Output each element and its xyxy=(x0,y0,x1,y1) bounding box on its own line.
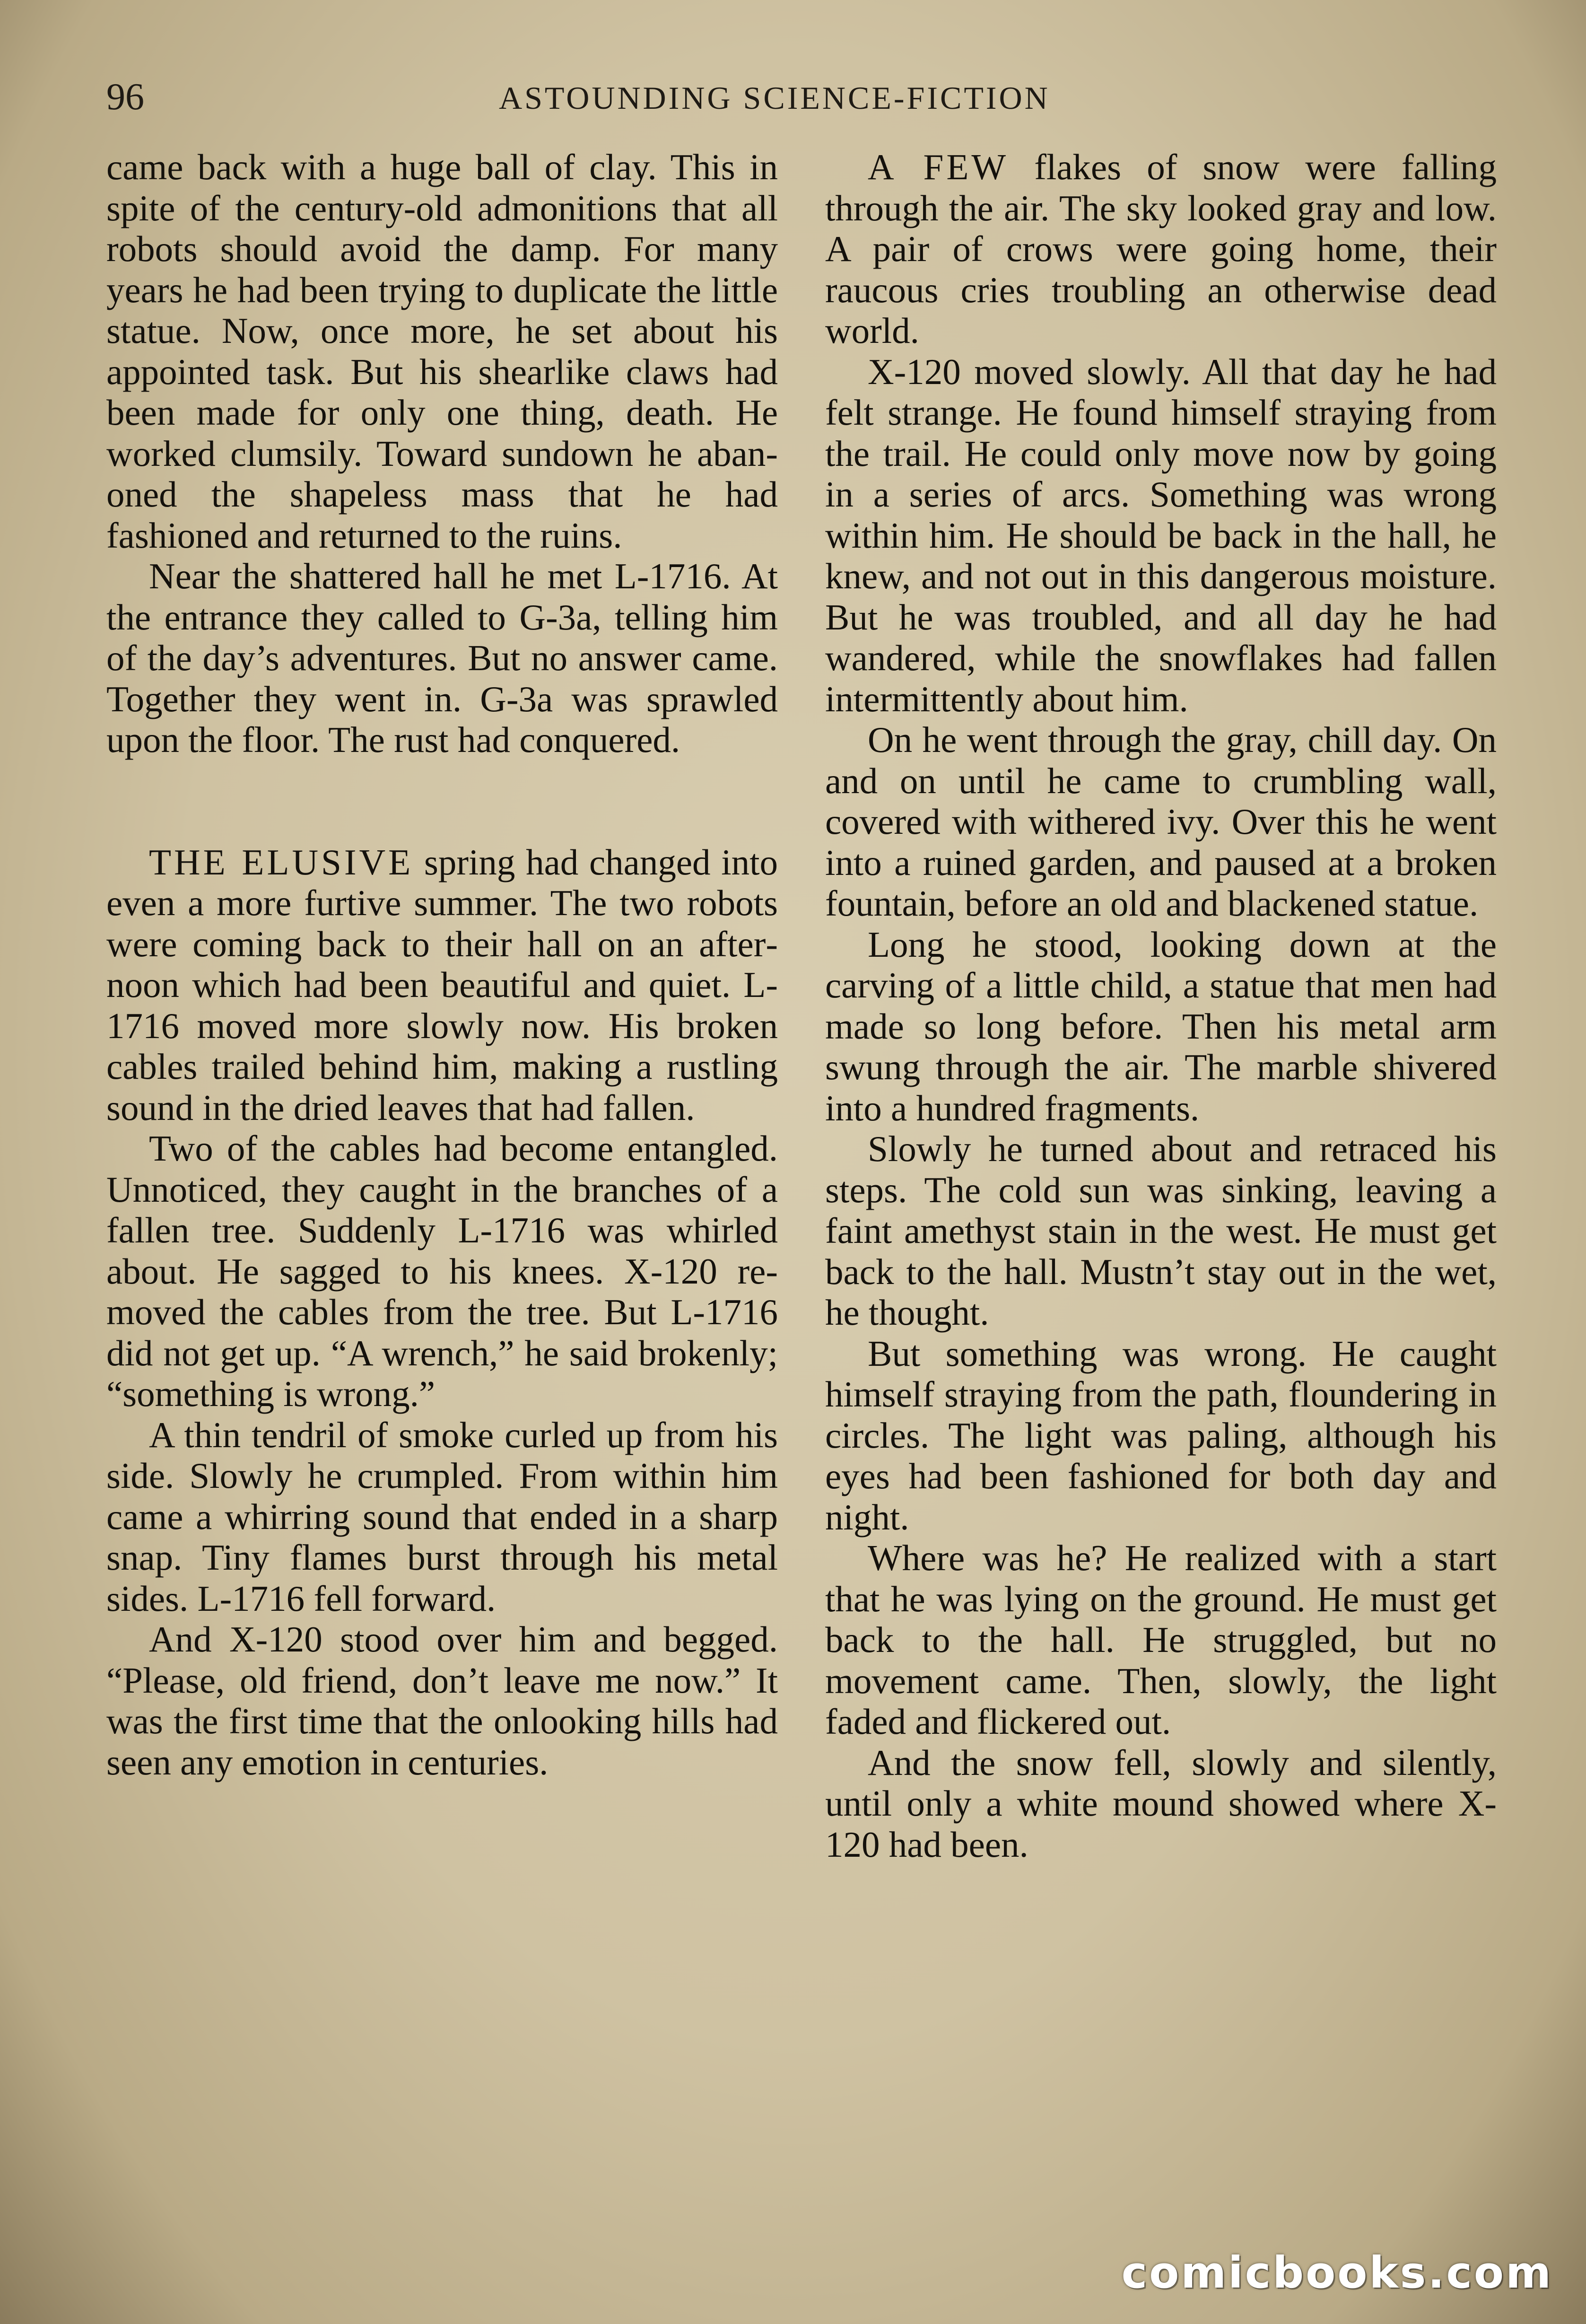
right-column xyxy=(825,147,1497,1865)
running-title: ASTOUNDING SCIENCE-FICTION xyxy=(499,80,1050,116)
section-opening-paragraph xyxy=(106,842,778,1128)
paragraph: Slowly he turned about and retraced his steps. The cold sun was sinking, leaving a faint amethyst stain in the west. He must get back to the hall. Mustn’t stay out in the wet, he thought. xyxy=(825,1128,1497,1333)
page-header xyxy=(106,71,1501,123)
paragraph: Two of the cables had become entangled. Unnoticed, they caught in the branches of a fallen tree. Suddenly L-1716 was whirled about. He sagged to his knees. X-120 removed the cables from the tree. But L-1716 did not get up. “A wrench,” he said brokenly; “something is wrong.” xyxy=(106,1128,778,1414)
paragraph: came back with a huge ball of clay. This in spite of the century-old admonitions that all robots should avoid the damp. For many years he had been trying to duplicate the little statue. Now, once more, he set about his appointed task. But his shearlike claws had been made for only one thing, death. He worked clumsily. Toward sundown he abanoned the shapeless mass that he had fashioned and returned to the ruins. xyxy=(106,147,778,556)
site-watermark: comicbooks.com xyxy=(1121,2247,1553,2298)
paragraph-text: flakes of snow were falling through the air. The sky looked gray and low. A pair of crows were going home, their raucous cries troubling an otherwise dead world. xyxy=(825,147,1497,351)
paragraph: Long he stood, looking down at the carving of a little child, a statue that men had made so long before. Then his metal arm swung through the air. The marble shivered into a hundred fragments. xyxy=(825,924,1497,1128)
paragraph: On he went through the gray, chill day. On and on until he came to crumbling wall, covered with withered ivy. Over this he went into a ruined garden, and paused at a broken fountain, before an old and blackened statue. xyxy=(825,719,1497,924)
small-caps-lead: A FEW xyxy=(868,147,1009,187)
paragraph: And the snow fell, slowly and silently, until only a white mound showed where X-120 had been. xyxy=(825,1742,1497,1865)
left-column xyxy=(106,147,778,1782)
section-opening-paragraph xyxy=(825,147,1497,351)
paragraph: But something was wrong. He caught himself straying from the path, floundering in circles. The light was paling, although his eyes had been fashioned for both day and night. xyxy=(825,1333,1497,1538)
paragraph: A thin tendril of smoke curled up from his side. Slowly he crumpled. From within him came a whirring sound that ended in a sharp snap. Tiny flames burst through his metal sides. L-1716 fell forward. xyxy=(106,1414,778,1619)
page-number: 96 xyxy=(106,76,144,118)
paragraph: Near the shattered hall he met L-1716. At the entrance they called to G-3a, telling him of the day’s adventures. But no answer came. Together they went in. G-3a was sprawled upon the floor. The rust had conquered. xyxy=(106,556,778,760)
small-caps-lead: THE ELUSIVE xyxy=(149,841,414,882)
paragraph: And X-120 stood over him and begged. “Please, old friend, don’t leave me now.” It was the first time that the onlooking hills had seen any emotion in centuries. xyxy=(106,1619,778,1782)
paragraph: Where was he? He realized with a start that he was lying on the ground. He must get back to the hall. He struggled, but no movement came. Then, slowly, the light faded and flickered out. xyxy=(825,1538,1497,1742)
paragraph: X-120 moved slowly. All that day he had felt strange. He found himself straying from the trail. He could only move now by going in a series of arcs. Something was wrong within him. He should be back in the hall, he knew, and not out in this dangerous moisture. But he was troubled, and all day he had wandered, while the snowflakes had fallen intermittently about him. xyxy=(825,351,1497,719)
paragraph-text: spring had changed into even a more furtive summer. The two robots were coming back to their hall on an afternoon which had been beautiful and quiet. L-1716 moved more slowly now. His broken cables trailed behind him, making a rustling sound in the dried leaves that had fallen. xyxy=(106,841,778,1128)
